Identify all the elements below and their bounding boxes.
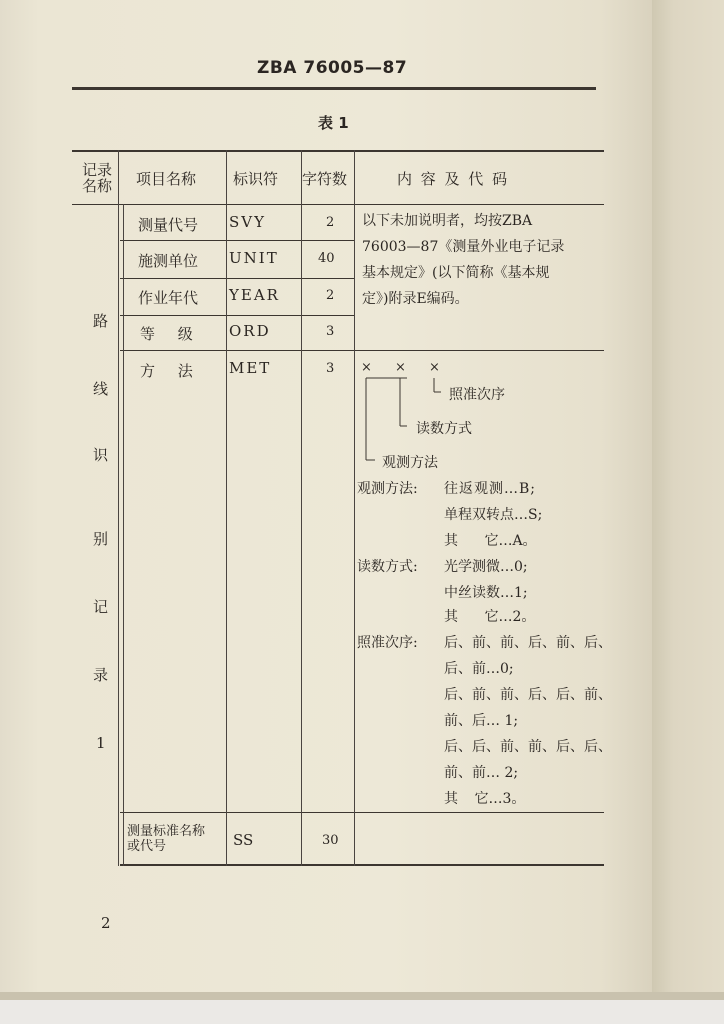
row-count-survey-code: 2 xyxy=(326,215,335,230)
shared-note: 以下未加说明者，均按ZBA 76003—87《测量外业电子记录 基本规定》(以下简称《基本规 定》)附录E编码。 xyxy=(362,213,565,307)
table-bottom-rule xyxy=(120,864,604,866)
bottom-margin xyxy=(0,992,724,1024)
header-char-count: 字符数 xyxy=(302,170,348,188)
row-name-survey-code: 测量代号 xyxy=(138,216,199,234)
row-count-method: 3 xyxy=(326,361,335,376)
record-group-char: 记 xyxy=(93,598,109,616)
read-item: 光学测微…0; xyxy=(444,559,528,575)
row-rule xyxy=(120,315,354,316)
row-id-survey-code: SVY xyxy=(229,213,267,231)
row-name-method: 方 法 xyxy=(140,362,193,380)
observe-label: 观测方法: xyxy=(357,481,418,497)
observe-item: 其 它…A。 xyxy=(444,533,537,549)
row-rule xyxy=(120,240,354,241)
diagram-label-observe: 观测方法 xyxy=(382,455,438,471)
record-group-char: 别 xyxy=(93,530,109,548)
row-count-survey-unit: 40 xyxy=(318,251,335,266)
header-record-name: 记录 名称 xyxy=(81,161,112,195)
diagram-label-order: 照准次序 xyxy=(449,387,505,403)
page-number: 2 xyxy=(101,914,111,932)
row-id-grade: ORD xyxy=(229,322,271,340)
row-rule xyxy=(120,278,354,279)
read-item: 其 它…2。 xyxy=(444,609,536,625)
standard-code: ZBA 76005—87 xyxy=(257,58,408,78)
observe-item: 往返观测…B; xyxy=(444,481,537,497)
col-rule xyxy=(123,204,124,866)
order-item: 后、后、前、前、后、后、 xyxy=(444,739,612,755)
diagram-label-read: 读数方式 xyxy=(416,421,472,437)
order-item: 前、后… 1; xyxy=(444,713,519,729)
table-header-rule xyxy=(72,204,604,205)
diagram-mark: × xyxy=(395,360,406,375)
observe-item: 单程双转点…S; xyxy=(444,507,543,523)
read-item: 中丝读数…1; xyxy=(444,585,528,601)
order-item: 后、前…0; xyxy=(444,661,514,677)
row-rule xyxy=(120,350,604,351)
order-item: 后、前、前、后、前、后、 xyxy=(444,635,612,651)
row-id-method: MET xyxy=(229,359,272,377)
diagram-mark: × xyxy=(429,360,440,375)
row-count-standard-name: 30 xyxy=(322,833,339,848)
col-rule xyxy=(354,150,355,866)
order-item: 后、前、前、后、后、前、 xyxy=(444,687,612,703)
diagram-mark: × xyxy=(361,360,372,375)
col-rule xyxy=(118,150,119,866)
row-id-survey-unit: UNIT xyxy=(229,249,279,267)
row-count-work-year: 2 xyxy=(326,288,335,303)
row-name-grade: 等 级 xyxy=(140,325,193,343)
row-name-work-year: 作业年代 xyxy=(138,289,199,307)
table-caption: 表 1 xyxy=(318,114,349,132)
row-name-survey-unit: 施测单位 xyxy=(138,252,199,270)
header-rule xyxy=(72,87,596,90)
header-identifier: 标识符 xyxy=(233,170,279,188)
order-item: 前、前… 2; xyxy=(444,765,519,781)
row-count-grade: 3 xyxy=(326,324,335,339)
row-id-work-year: YEAR xyxy=(229,286,280,304)
row-rule xyxy=(120,812,604,813)
order-label: 照准次序: xyxy=(357,635,418,651)
row-name-standard-name: 测量标准名称 或代号 xyxy=(127,824,206,854)
adjacent-page-edge xyxy=(652,0,724,992)
header-item-name: 项目名称 xyxy=(136,170,197,188)
order-item: 其 它…3。 xyxy=(444,791,526,807)
read-label: 读数方式: xyxy=(357,559,418,575)
record-group-char: 路 xyxy=(93,312,109,330)
table-top-rule xyxy=(72,150,604,152)
col-rule xyxy=(226,150,227,866)
record-group-char: 1 xyxy=(96,734,106,752)
header-content: 内 容 及 代 码 xyxy=(397,170,510,188)
col-rule xyxy=(301,150,302,866)
row-id-standard-name: SS xyxy=(233,831,254,849)
record-group-char: 录 xyxy=(93,666,109,684)
record-group-char: 线 xyxy=(93,380,109,398)
record-group-char: 识 xyxy=(93,446,109,464)
